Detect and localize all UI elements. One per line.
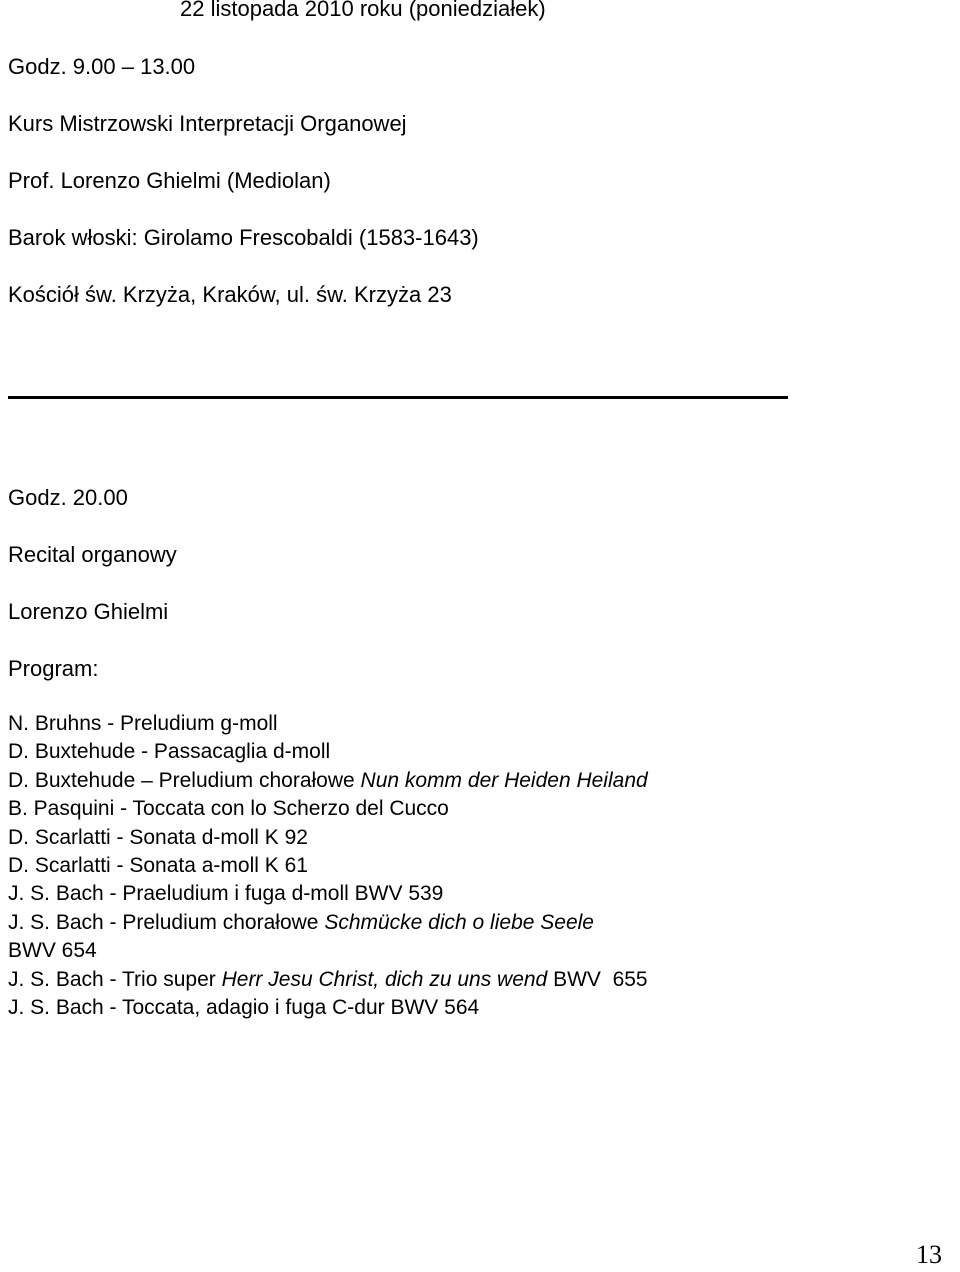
program-list [8,710,648,1022]
recital-title: Recital organowy [8,542,177,567]
morning-time: Godz. 9.00 – 13.00 [8,54,196,79]
page-number: 13 [916,1240,942,1269]
work-title: Nun komm der Heiden Heiland [360,768,648,792]
program-item-text: J. S. Bach - Trio super [8,967,222,991]
work-title: Schmücke dich o liebe Seele [324,910,594,934]
program-item-continuation: BWV 654 [8,939,97,963]
program-item: D. Scarlatti - Sonata a-moll K 61 [8,854,308,878]
program-item [8,767,648,795]
program-item: D. Buxtehude - Passacaglia d-moll [8,740,331,764]
evening-time: Godz. 20.00 [8,485,128,510]
performer-name: Lorenzo Ghielmi [8,599,169,624]
program-item-text: D. Buxtehude – Preludium chorałowe [8,768,361,792]
work-title: Herr Jesu Christ, dich zu uns wend [221,967,548,991]
program-item-text: J. S. Bach - Preludium chorałowe [8,910,325,934]
program-label: Program: [8,656,99,681]
teacher-name: Prof. Lorenzo Ghielmi (Mediolan) [8,168,331,193]
program-item: B. Pasquini - Toccata con lo Scherzo del Cucco [8,797,449,821]
program-item [8,909,648,937]
program-item-text: BWV 655 [547,967,648,991]
program-item: J. S. Bach - Praeludium i fuga d-moll BWV 539 [8,882,444,906]
program-item [8,966,648,994]
program-item: N. Bruhns - Preludium g-moll [8,712,278,735]
program-item: D. Scarlatti - Sonata d-moll K 92 [8,825,308,849]
venue-address: Kościół św. Krzyża, Kraków, ul. św. Krzyża 23 [8,282,452,307]
section-divider [8,396,788,399]
event-date: 22 listopada 2010 roku (poniedziałek) [180,0,546,21]
course-title: Kurs Mistrzowski Interpretacji Organowej [8,111,407,136]
program-item: J. S. Bach - Toccata, adagio i fuga C-dur BWV 564 [8,996,480,1020]
course-topic: Barok włoski: Girolamo Frescobaldi (1583-1643) [8,225,479,250]
